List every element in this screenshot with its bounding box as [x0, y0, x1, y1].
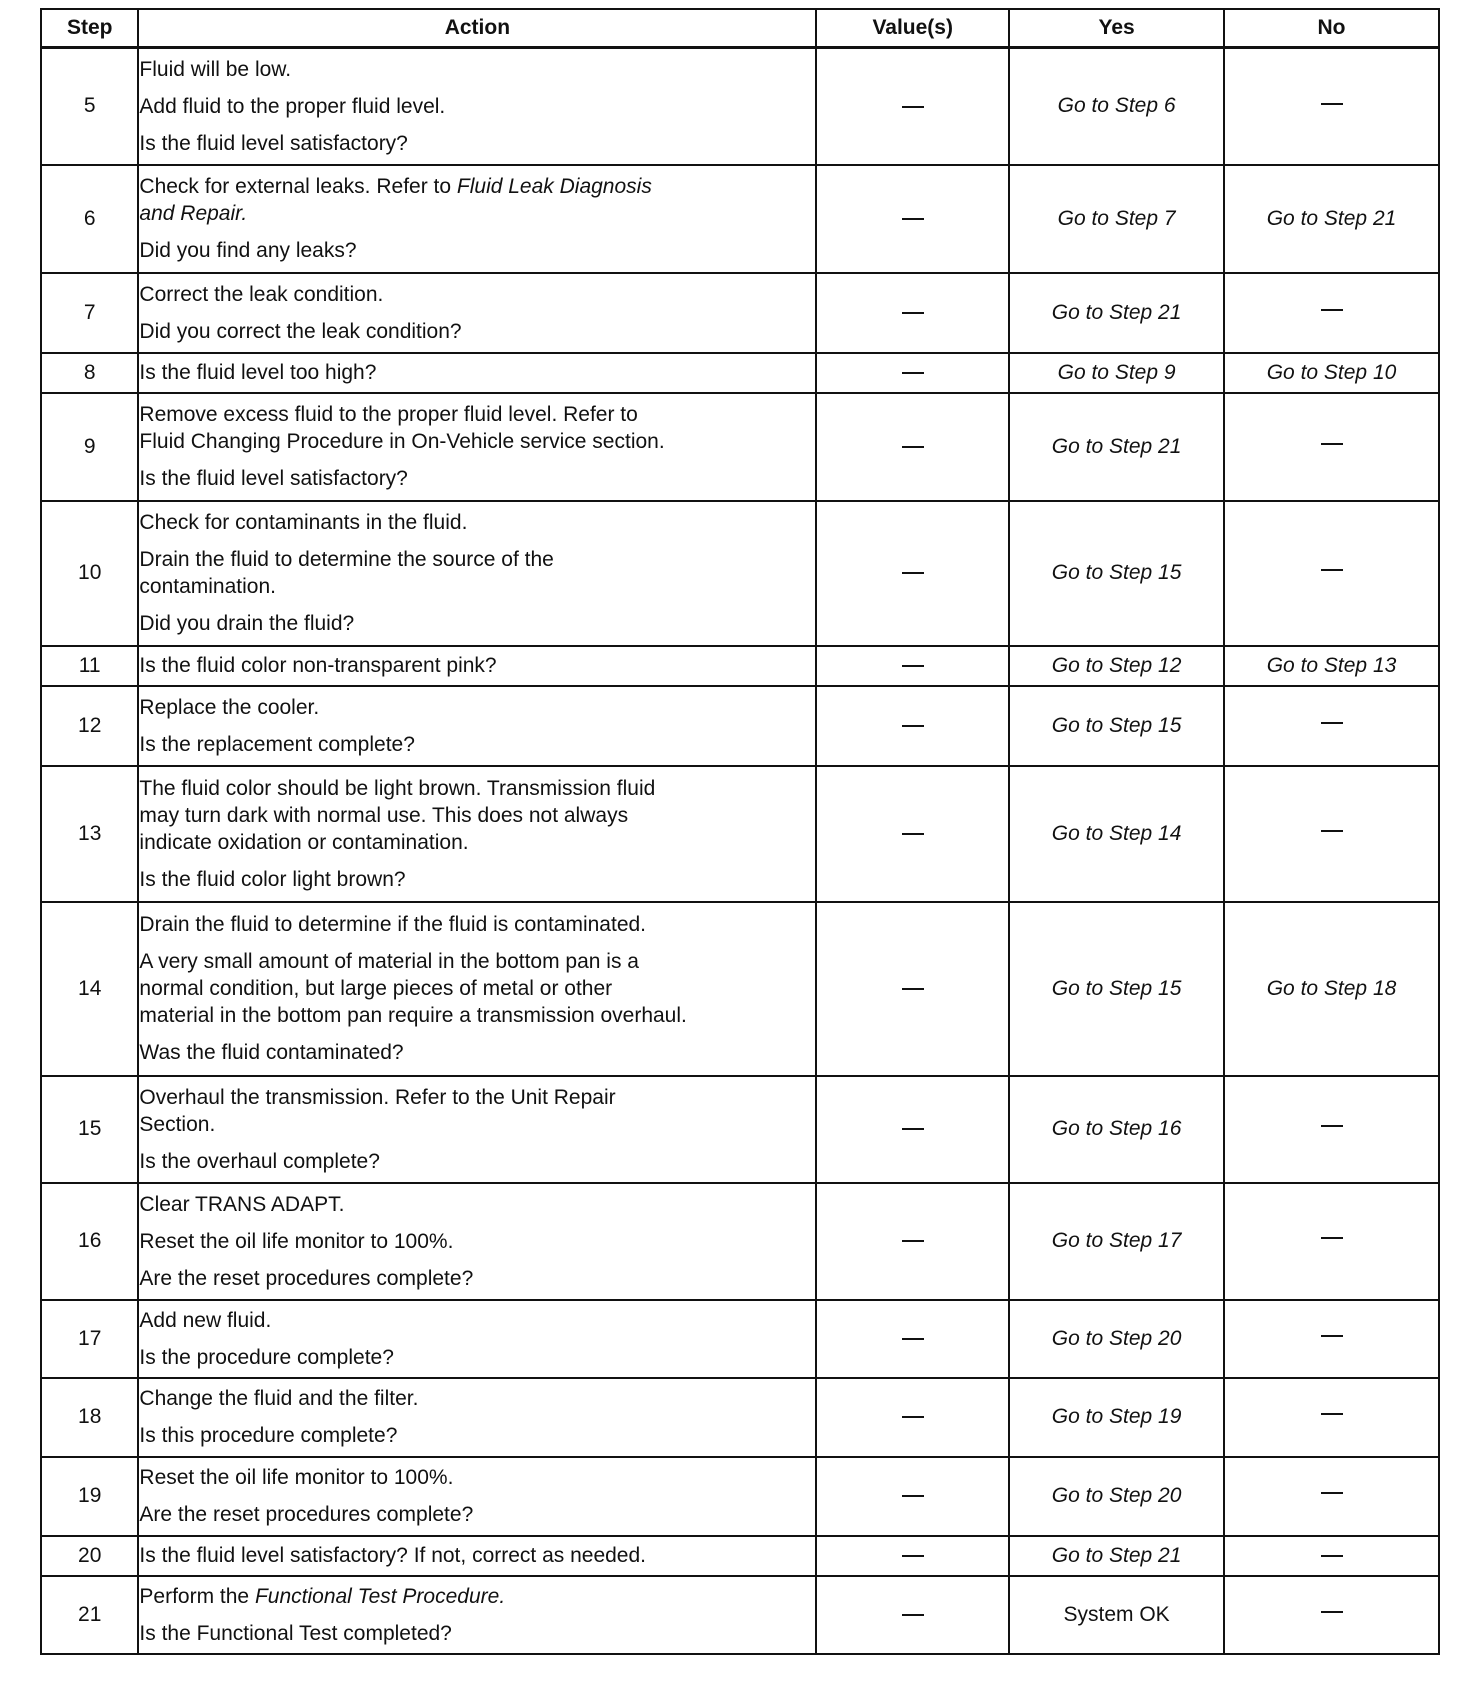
action-question: Is the overhaul complete?	[139, 1149, 380, 1173]
action-cell	[138, 501, 816, 646]
action-line: A very small amount of material in the bottom pan is a	[139, 950, 639, 973]
action-question: Did you correct the leak condition?	[139, 319, 462, 343]
value-cell	[816, 1378, 1009, 1457]
no-cell: Go to Step 10	[1224, 353, 1439, 393]
table-row	[41, 1378, 1439, 1457]
dash-value	[902, 218, 924, 220]
dash-value	[902, 988, 924, 990]
action-line: Drain the fluid to determine the source of the	[139, 548, 554, 571]
table-row	[41, 1183, 1439, 1300]
action-line: may turn dark with normal use. This does not always	[139, 803, 629, 827]
dash-no	[1321, 569, 1343, 571]
header-no: No	[1224, 9, 1439, 48]
action-cell	[138, 1378, 816, 1457]
table-row	[41, 1457, 1439, 1536]
action-cell	[138, 48, 816, 165]
no-cell	[1224, 1300, 1439, 1378]
action-cell	[138, 1576, 816, 1654]
action-question: Is the replacement complete?	[139, 732, 415, 756]
action-cell	[138, 1536, 816, 1576]
step-number: 20	[41, 1536, 138, 1576]
dash-no	[1321, 830, 1343, 832]
table-row	[41, 273, 1439, 353]
dash-no	[1321, 1335, 1343, 1337]
diagnostic-table-sheet	[40, 8, 1440, 1655]
dash-value	[902, 1555, 924, 1557]
reference-link-text: Functional Test Procedure.	[254, 1584, 506, 1608]
no-cell	[1224, 1076, 1439, 1183]
action-question: Is the Functional Test completed?	[139, 1621, 452, 1645]
no-cell: Go to Step 18	[1224, 902, 1439, 1076]
dash-value	[902, 1338, 924, 1340]
action-question: Is this procedure complete?	[139, 1424, 398, 1447]
table-row	[41, 902, 1439, 1076]
yes-cell: Go to Step 21	[1009, 273, 1224, 353]
dash-no	[1321, 1125, 1343, 1127]
yes-cell: Go to Step 15	[1009, 501, 1224, 646]
action-question: Was the fluid contaminated?	[139, 1041, 404, 1064]
action-cell	[138, 273, 816, 353]
yes-cell: Go to Step 15	[1009, 686, 1224, 766]
action-question: Is the fluid level satisfactory?	[139, 131, 408, 155]
dash-no	[1321, 1492, 1343, 1494]
action-line: Replace the cooler.	[139, 695, 320, 719]
step-number: 5	[41, 48, 138, 165]
yes-cell: Go to Step 15	[1009, 902, 1224, 1076]
step-number: 7	[41, 273, 138, 353]
table-row	[41, 1076, 1439, 1183]
yes-cell: Go to Step 14	[1009, 766, 1224, 902]
dash-value	[902, 1416, 924, 1418]
step-number: 12	[41, 686, 138, 766]
action-cell	[138, 766, 816, 902]
yes-cell: Go to Step 21	[1009, 393, 1224, 501]
yes-cell: Go to Step 21	[1009, 1536, 1224, 1576]
value-cell	[816, 48, 1009, 165]
dash-value	[902, 833, 924, 835]
table-row	[41, 1536, 1439, 1576]
no-cell	[1224, 1536, 1439, 1576]
dash-no	[1321, 1611, 1343, 1613]
step-number: 14	[41, 902, 138, 1076]
action-line: Correct the leak condition.	[139, 282, 384, 306]
step-number: 21	[41, 1576, 138, 1654]
value-cell	[816, 646, 1009, 686]
dash-value	[902, 725, 924, 727]
no-cell	[1224, 1183, 1439, 1300]
action-line: normal condition, but large pieces of metal or other	[139, 977, 613, 1000]
value-cell	[816, 902, 1009, 1076]
dash-value	[902, 1240, 924, 1242]
value-cell	[816, 1076, 1009, 1183]
table-row	[41, 393, 1439, 501]
dash-value	[902, 572, 924, 574]
action-question: Are the reset procedures complete?	[139, 1503, 474, 1526]
value-cell	[816, 501, 1009, 646]
no-cell	[1224, 1576, 1439, 1654]
action-cell	[138, 1183, 816, 1300]
yes-cell: Go to Step 20	[1009, 1300, 1224, 1378]
step-number: 15	[41, 1076, 138, 1183]
yes-cell: Go to Step 20	[1009, 1457, 1224, 1536]
action-cell	[138, 1300, 816, 1378]
dash-no	[1321, 309, 1343, 311]
table-row	[41, 165, 1439, 273]
dash-value	[902, 1614, 924, 1616]
dash-value	[902, 446, 924, 448]
value-cell	[816, 353, 1009, 393]
action-question: Is the fluid color non-transparent pink?	[139, 654, 497, 677]
no-cell	[1224, 1378, 1439, 1457]
reference-link-text: and Repair.	[139, 202, 248, 225]
yes-cell: System OK	[1009, 1576, 1224, 1654]
yes-cell: Go to Step 17	[1009, 1183, 1224, 1300]
table-row	[41, 686, 1439, 766]
step-number: 19	[41, 1457, 138, 1536]
yes-cell: Go to Step 12	[1009, 646, 1224, 686]
yes-cell: Go to Step 7	[1009, 165, 1224, 273]
action-cell	[138, 1076, 816, 1183]
action-line: indicate oxidation or contamination.	[139, 830, 469, 854]
dash-value	[902, 665, 924, 667]
action-cell	[138, 902, 816, 1076]
action-cell	[138, 686, 816, 766]
action-line: material in the bottom pan require a transmission overhaul.	[139, 1004, 687, 1027]
value-cell	[816, 165, 1009, 273]
action-line: Check for contaminants in the fluid.	[139, 511, 468, 534]
no-cell	[1224, 393, 1439, 501]
value-cell	[816, 686, 1009, 766]
table-row	[41, 353, 1439, 393]
dash-no	[1321, 1237, 1343, 1239]
action-line: Add fluid to the proper fluid level.	[139, 94, 446, 118]
dash-no	[1321, 722, 1343, 724]
value-cell	[816, 393, 1009, 501]
table-row	[41, 646, 1439, 686]
step-number: 17	[41, 1300, 138, 1378]
value-cell	[816, 766, 1009, 902]
value-cell	[816, 273, 1009, 353]
no-cell	[1224, 273, 1439, 353]
yes-cell: Go to Step 19	[1009, 1378, 1224, 1457]
dash-no	[1321, 103, 1343, 105]
action-text: Perform the	[139, 1584, 255, 1608]
step-number: 10	[41, 501, 138, 646]
value-cell	[816, 1576, 1009, 1654]
yes-cell: Go to Step 9	[1009, 353, 1224, 393]
step-number: 11	[41, 646, 138, 686]
action-line: Fluid Changing Procedure in On-Vehicle service section.	[139, 430, 665, 453]
action-line: Change the fluid and the filter.	[139, 1387, 419, 1410]
step-number: 9	[41, 393, 138, 501]
dash-value	[902, 1495, 924, 1497]
action-cell	[138, 393, 816, 501]
table-row	[41, 48, 1439, 165]
value-cell	[816, 1183, 1009, 1300]
action-text: Check for external leaks. Refer to	[139, 175, 457, 198]
value-cell	[816, 1457, 1009, 1536]
action-question: Did you drain the fluid?	[139, 612, 355, 635]
action-question: Did you find any leaks?	[139, 239, 357, 262]
table-row	[41, 501, 1439, 646]
action-line: Drain the fluid to determine if the fluid is contaminated.	[139, 913, 647, 936]
reference-link-text: Fluid Leak Diagnosis	[456, 175, 652, 198]
action-cell	[138, 353, 816, 393]
step-number: 6	[41, 165, 138, 273]
no-cell: Go to Step 13	[1224, 646, 1439, 686]
action-question: Is the fluid level satisfactory? If not, correct as needed.	[139, 1544, 647, 1567]
header-row	[41, 9, 1439, 48]
action-line: Section.	[139, 1112, 216, 1136]
action-question: Is the fluid level satisfactory?	[139, 467, 408, 490]
no-cell	[1224, 766, 1439, 902]
dash-value	[902, 312, 924, 314]
dash-no	[1321, 443, 1343, 445]
yes-cell: Go to Step 6	[1009, 48, 1224, 165]
action-line: contamination.	[139, 575, 276, 598]
step-number: 13	[41, 766, 138, 902]
action-cell	[138, 1457, 816, 1536]
dash-value	[902, 1128, 924, 1130]
no-cell: Go to Step 21	[1224, 165, 1439, 273]
action-question: Is the fluid color light brown?	[139, 867, 406, 891]
action-line: Add new fluid.	[139, 1308, 272, 1332]
action-line	[139, 1583, 815, 1610]
table-row	[41, 1576, 1439, 1654]
dash-value	[902, 372, 924, 374]
action-line: Clear TRANS ADAPT.	[139, 1192, 345, 1216]
yes-cell: Go to Step 16	[1009, 1076, 1224, 1183]
action-question: Is the fluid level too high?	[139, 361, 377, 384]
dash-value	[902, 106, 924, 108]
action-line: Remove excess fluid to the proper fluid level. Refer to	[139, 403, 638, 426]
no-cell	[1224, 48, 1439, 165]
action-line: The fluid color should be light brown. Transmission fluid	[139, 776, 656, 800]
header-action: Action	[138, 9, 816, 48]
value-cell	[816, 1536, 1009, 1576]
no-cell	[1224, 501, 1439, 646]
action-cell	[138, 165, 816, 273]
value-cell	[816, 1300, 1009, 1378]
header-values: Value(s)	[816, 9, 1009, 48]
action-line: Fluid will be low.	[139, 57, 292, 81]
no-cell	[1224, 1457, 1439, 1536]
no-cell	[1224, 686, 1439, 766]
action-line: Reset the oil life monitor to 100%.	[139, 1229, 454, 1253]
table-row	[41, 766, 1439, 902]
header-yes: Yes	[1009, 9, 1224, 48]
action-cell	[138, 646, 816, 686]
step-number: 18	[41, 1378, 138, 1457]
dash-no	[1321, 1413, 1343, 1415]
header-step: Step	[41, 9, 138, 48]
dash-no	[1321, 1555, 1343, 1557]
step-number: 16	[41, 1183, 138, 1300]
step-number: 8	[41, 353, 138, 393]
action-line: Overhaul the transmission. Refer to the Unit Repair	[139, 1085, 616, 1109]
diagnostic-table	[40, 8, 1440, 1655]
action-line: Reset the oil life monitor to 100%.	[139, 1466, 454, 1489]
action-question: Is the procedure complete?	[139, 1345, 394, 1369]
action-line	[139, 173, 815, 200]
table-row	[41, 1300, 1439, 1378]
action-question: Are the reset procedures complete?	[139, 1266, 474, 1290]
